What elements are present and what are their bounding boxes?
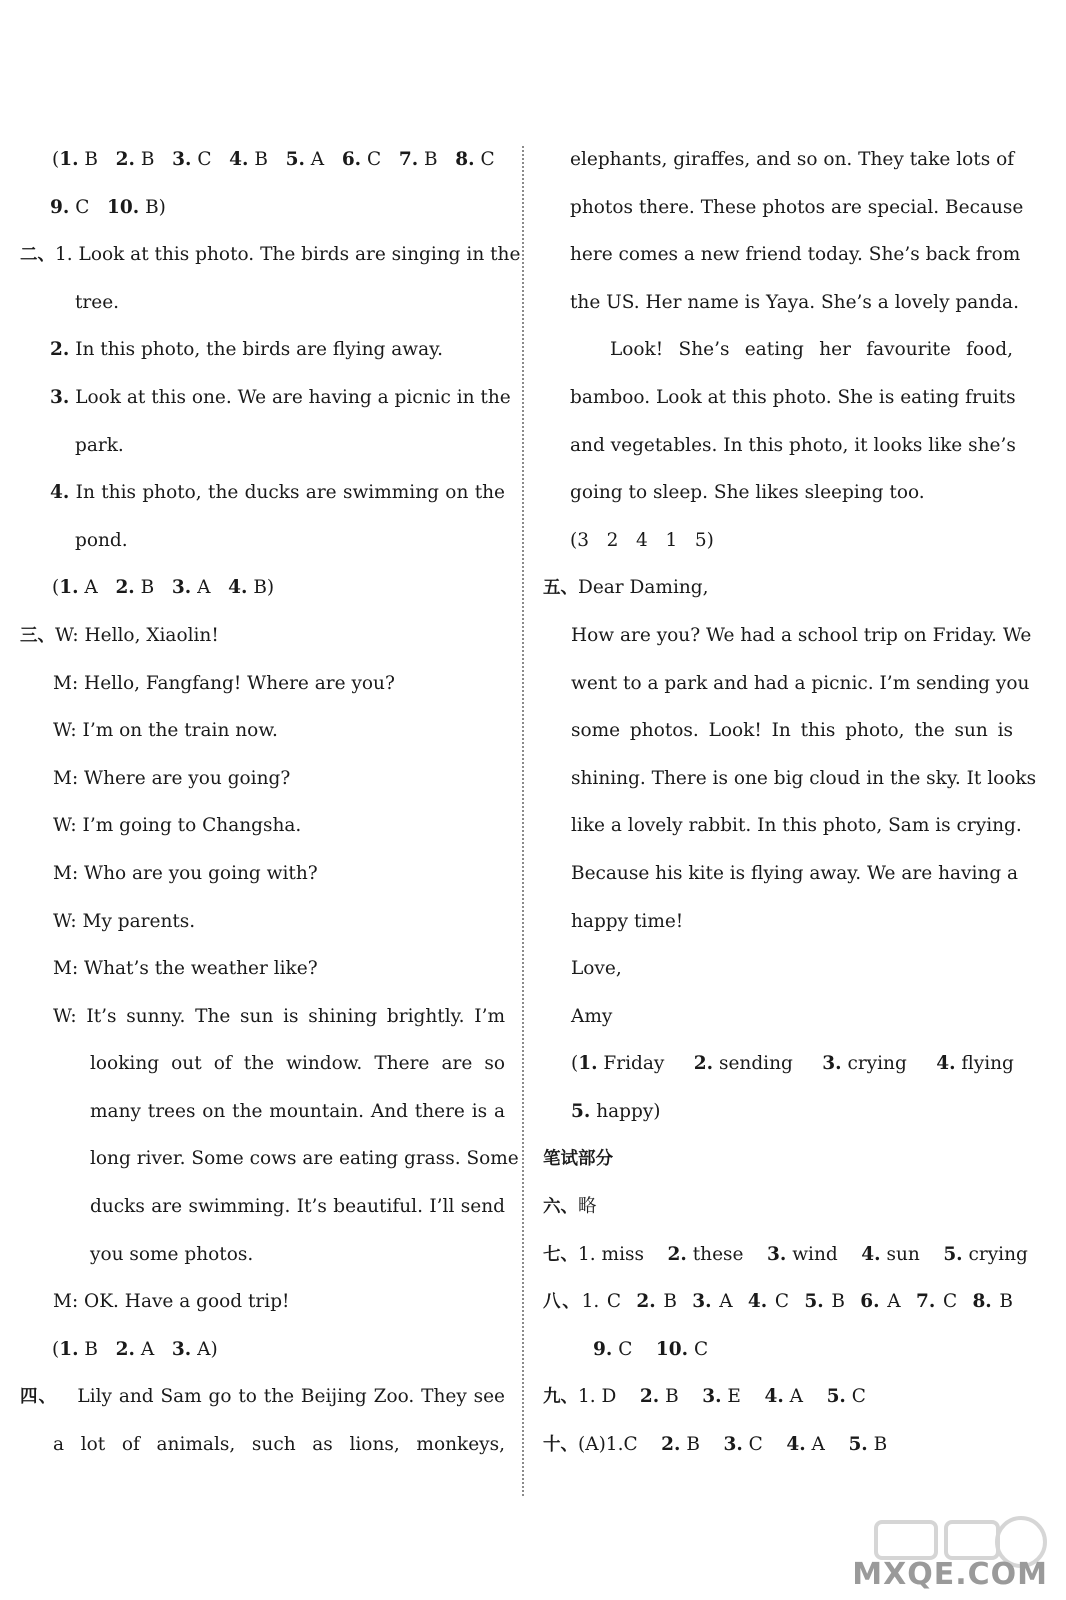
left-line: tree. — [75, 291, 120, 313]
right-line: 七、1. miss 2. these 3. wind 4. sun 5. crying — [543, 1243, 1028, 1265]
left-line: pond. — [75, 529, 128, 551]
left-line: W: My parents. — [53, 910, 196, 932]
right-line: Amy — [571, 1005, 613, 1027]
left-line: you some photos. — [90, 1243, 254, 1265]
right-line: 九、1. D 2. B 3. E 4. A 5. C — [543, 1386, 866, 1408]
left-line: long river. Some cows are eating grass. Some — [90, 1148, 519, 1170]
left-line: 4. In this photo, the ducks are swimming on the — [50, 482, 505, 504]
right-line: (1. Friday 2. sending 3. crying 4. flying — [571, 1053, 1014, 1075]
left-line: M: Hello, Fangfang! Where are you? — [53, 672, 395, 694]
left-line: looking out of the window. There are so — [90, 1053, 505, 1075]
left-line: (1. A 2. B 3. A 4. B) — [52, 577, 275, 599]
right-line: (3 2 4 1 5) — [570, 529, 714, 551]
right-line: How are you? We had a school trip on Friday. We — [571, 624, 1032, 646]
right-line: 六、略 — [543, 1196, 597, 1218]
right-line: the US. Her name is Yaya. She’s a lovely panda. — [570, 291, 1019, 313]
left-line: W: It’s sunny. The sun is shining brightly. I’m — [53, 1005, 505, 1027]
right-line: went to a park and had a picnic. I’m sending you — [571, 672, 1030, 694]
right-line: bamboo. Look at this photo. She is eating fruits — [570, 386, 1016, 408]
left-line: a lot of animals, such as lions, monkeys, — [53, 1434, 505, 1456]
left-line: 3. Look at this one. We are having a picnic in the — [50, 386, 511, 408]
left-line: M: Where are you going? — [53, 767, 291, 789]
right-line: happy time! — [571, 910, 684, 932]
right-line: here comes a new friend today. She’s back from — [570, 244, 1021, 266]
right-line: 笔试部分 — [543, 1149, 613, 1170]
left-line: M: Who are you going with? — [53, 862, 318, 884]
right-column — [543, 136, 1037, 1469]
right-line: 9. C 10. C — [593, 1338, 709, 1360]
right-line: 八、1. C 2. B 3. A 4. C 5. B 6. A 7. C 8. B — [543, 1291, 1014, 1313]
left-line: M: OK. Have a good trip! — [53, 1291, 290, 1313]
left-line: W: I’m on the train now. — [53, 720, 278, 742]
right-line: elephants, giraffes, and so on. They take lots of — [570, 149, 1015, 170]
left-line: (1. B 2. B 3. C 4. B 5. A 6. C 7. B 8. C — [52, 149, 495, 170]
right-line: Love, — [571, 958, 622, 980]
left-line: 三、W: Hello, Xiaolin! — [20, 624, 219, 646]
right-line: Look! She’s eating her favourite food, — [610, 339, 1013, 361]
right-line: Because his kite is flying away. We are having a — [571, 862, 1019, 884]
left-line: 四、 Lily and Sam go to the Beijing Zoo. They see — [20, 1386, 506, 1408]
right-line: 5. happy) — [571, 1100, 661, 1122]
column-divider — [522, 146, 524, 1496]
right-line: 五、Dear Daming, — [543, 577, 709, 599]
left-line: W: I’m going to Changsha. — [53, 815, 302, 837]
right-line: going to sleep. She likes sleeping too. — [570, 482, 925, 504]
left-line: 2. In this photo, the birds are flying away. — [50, 339, 443, 361]
left-line: 二、1. Look at this photo. The birds are singing in the — [20, 244, 521, 266]
left-line: park. — [75, 434, 124, 456]
right-line: photos there. These photos are special. Because — [570, 196, 1024, 218]
right-line: shining. There is one big cloud in the sky. It looks — [571, 767, 1037, 789]
left-line: 9. C 10. B) — [50, 196, 166, 218]
left-column — [20, 136, 521, 1469]
left-line: many trees on the mountain. And there is a — [90, 1100, 505, 1122]
left-line: ducks are swimming. It’s beautiful. I’ll send — [90, 1196, 505, 1218]
right-line: some photos. Look! In this photo, the sun is — [571, 720, 1013, 742]
right-line: like a lovely rabbit. In this photo, Sam is crying. — [571, 815, 1022, 837]
left-line: M: What’s the weather like? — [53, 958, 318, 980]
right-line: and vegetables. In this photo, it looks like she’s — [570, 434, 1016, 456]
left-line: (1. B 2. A 3. A) — [52, 1338, 218, 1360]
right-line: 十、(A)1.C 2. B 3. C 4. A 5. B — [543, 1434, 888, 1456]
watermark-text: MXQE.COM — [852, 1557, 1048, 1592]
